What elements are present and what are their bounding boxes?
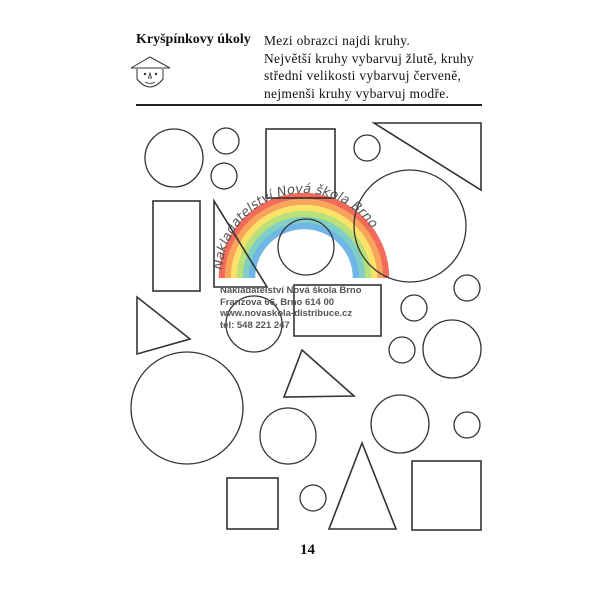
publisher-line: tel: 548 221 247 bbox=[220, 319, 290, 331]
square-shape bbox=[227, 478, 278, 529]
instruction-line: nejmenši kruhy vybarvuj modře. bbox=[264, 85, 450, 101]
triangle-shape bbox=[137, 297, 190, 354]
page-number: 14 bbox=[300, 542, 315, 558]
instruction-line: Největší kruhy vybarvuj žlutě, kruhy bbox=[264, 50, 474, 66]
instruction-line: střední velikosti vybarvuj červeně, bbox=[264, 68, 462, 83]
publisher-line: www.novaskola-distribuce.cz bbox=[220, 308, 353, 319]
circle-shape bbox=[300, 485, 326, 511]
triangle-shape bbox=[284, 350, 354, 397]
circle-shape bbox=[354, 135, 380, 161]
publisher-line: Franzova 66, Brno 614 00 bbox=[220, 296, 335, 308]
instruction-line: Mezi obrazci najdi kruhy. bbox=[264, 33, 411, 48]
square-shape bbox=[412, 461, 481, 530]
circle-shape bbox=[371, 395, 429, 453]
watermark-arc-text: Nakladatelství Nová škola Brno bbox=[211, 181, 381, 271]
circle-shape bbox=[389, 337, 415, 363]
publisher-line: Nakladatelství Nová škola Brno bbox=[220, 285, 362, 296]
publisher-watermark bbox=[220, 285, 362, 331]
triangle-shape bbox=[329, 443, 396, 529]
task-title: Kryšpínkovy úkoly bbox=[136, 32, 251, 47]
circle-shape bbox=[423, 320, 481, 378]
circle-shape bbox=[454, 412, 480, 438]
triangle-shape bbox=[374, 123, 481, 190]
rectangle-shape bbox=[153, 201, 200, 291]
circle-shape bbox=[213, 128, 239, 154]
circle-shape bbox=[401, 295, 427, 321]
circle-shape bbox=[454, 275, 480, 301]
circle-shape bbox=[211, 163, 237, 189]
circle-shape bbox=[145, 129, 203, 187]
circle-shape bbox=[131, 352, 243, 464]
circle-shape bbox=[260, 408, 316, 464]
